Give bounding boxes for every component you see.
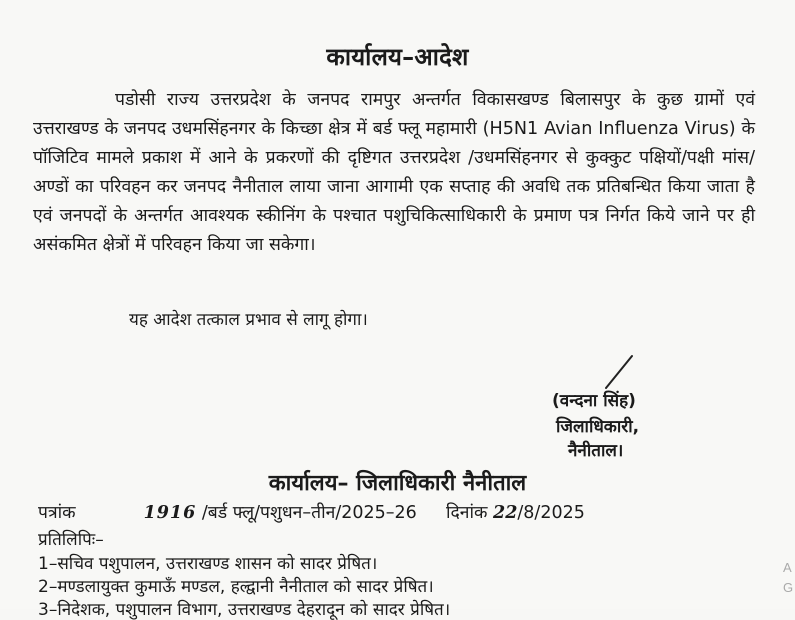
body-line-2: एवं उत्तराखण्ड के जनपद उधमसिंहनगर के किच्छा क्षेत्र में बर्ड फ्लू महामारी (H5N1 Avian [33,90,756,139]
signatory-name: (वन्दना सिंह) [552,391,636,411]
signatory-designation: जिलाधिकारी, [556,417,640,437]
reference-label: पत्रांक [38,503,76,523]
reference-number: 1916 [143,503,197,523]
body-line-1: पडोसी राज्य उत्तरप्रदेश के जनपद रामपुर अन्तर्गत विकासखण्ड बिलासपुर के कुछ ग्रामों [115,90,724,110]
signatory-place: नैनीताल। [568,441,624,461]
edge-glyph-g: G [783,580,794,595]
copy-heading: प्रतिलिपिः– [38,530,104,550]
edge-glyph-a: A [783,560,792,575]
reference-text: /बर्ड फ्लू/पशुधन–तीन/2025–26 [201,503,417,523]
edge-glyphs [783,558,793,598]
body-line-5: आगामी एक सप्ताह की अवधि तक प्रतिबन्धित किया जाता है एवं जनपदों के अन्तर्गत आवश्यक [33,177,755,226]
order-title: कार्यालय–आदेश [326,43,469,71]
body-line-7: परिवहन किया जा सकेगा। [151,235,316,255]
body-line-4: /उधमसिंहनगर से कुक्कुट पक्षियों/पक्षी मांस/अण्डों का परिवहन कर जनपद नैनीताल लाया जाना [33,148,755,197]
order-body-paragraph [33,86,755,260]
effect-line: यह आदेश तत्काल प्रभाव से लागू होगा। [129,310,368,330]
body-line-6: स्कीनिंग के पश्चात पशुचिकित्साधिकारी के प्रमाण पत्र निर्गत किये जाने पर ही असंकमित क्षेत्रों में [33,206,756,255]
body-line-3: Influenza Virus) के पॉजिटिव मामले प्रकाश में आने के प्रकरणों की दृष्टिगत उत्तरप्रदेश [33,119,755,168]
copy-item-3: 3–निदेशक, पशुपालन विभाग, उत्तराखण्ड देहरादून को सादर प्रेषित। [38,600,451,620]
signature-mark [600,352,640,392]
date-day: 22 [493,503,518,523]
date-label: दिनांक [445,503,488,523]
date-rest: /8/2025 [517,503,585,523]
office-line: कार्यालय– जिलाधिकारी नैनीताल [268,471,527,496]
copy-item-1: 1–सचिव पशुपालन, उत्तराखण्ड शासन को सादर प्रेषित। [38,554,378,574]
reference-row [38,500,658,524]
copy-item-2: 2–मण्डलायुक्त कुमाऊँ मण्डल, हल्द्वानी नैनीताल को सादर प्रेषित। [38,577,434,597]
